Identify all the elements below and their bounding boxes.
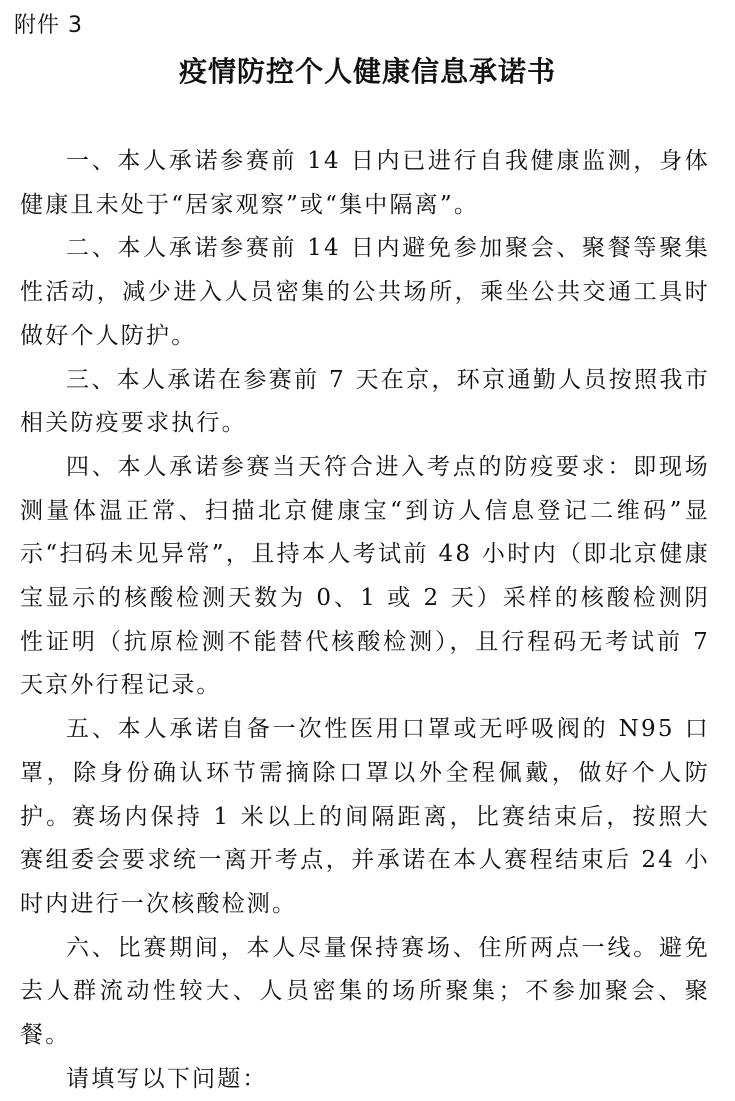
pledge-paragraph-1: 一、本人承诺参赛前 14 日内已进行自我健康监测，身体健康且未处于“居家观察”或“集中隔离”。 — [20, 148, 710, 218]
pledge-paragraph-6: 六、比赛期间，本人尽量保持赛场、住所两点一线。避免去人群流动性较大、人员密集的场所聚集；不参加聚会、聚餐。 — [20, 934, 710, 1049]
pledge-paragraph-2: 二、本人承诺参赛前 14 日内避免参加聚会、聚餐等聚集性活动，减少进入人员密集的公共场所，乘坐公共交通工具时做好个人防护。 — [20, 235, 710, 349]
document-title: 疫情防控个人健康信息承诺书 — [178, 55, 556, 88]
attachment-label: 附件 3 — [14, 13, 83, 38]
fill-in-prompt: 请填写以下问题： — [66, 1065, 268, 1092]
pledge-paragraph-5: 五、本人承诺自备一次性医用口罩或无呼吸阀的 N95 口罩，除身份确认环节需摘除口罩以外全程佩戴，做好个人防护。赛场内保持 1 米以上的间隔距离，比赛结束后，按照大赛组委会要求统一离开考点，并承诺在本人赛程结束后 24 小时内进行一次核酸检测。 — [20, 716, 710, 917]
pledge-paragraph-3: 三、本人承诺在参赛前 7 天在京，环京通勤人员按照我市相关防疫要求执行。 — [20, 366, 710, 437]
document-body — [20, 140, 710, 1101]
pledge-paragraph-4: 四、本人承诺参赛当天符合进入考点的防疫要求：即现场测量体温正常、扫描北京健康宝“到访人信息登记二维码”显示“扫码未见异常”，且持本人考试前 48 小时内（即北京健康宝显示的核酸检测天数为 0、1 或 2 天）采样的核酸检测阴性证明（抗原检测不能替代核酸检测），且行程码无考试前 7 天京外行程记录。 — [20, 453, 710, 699]
